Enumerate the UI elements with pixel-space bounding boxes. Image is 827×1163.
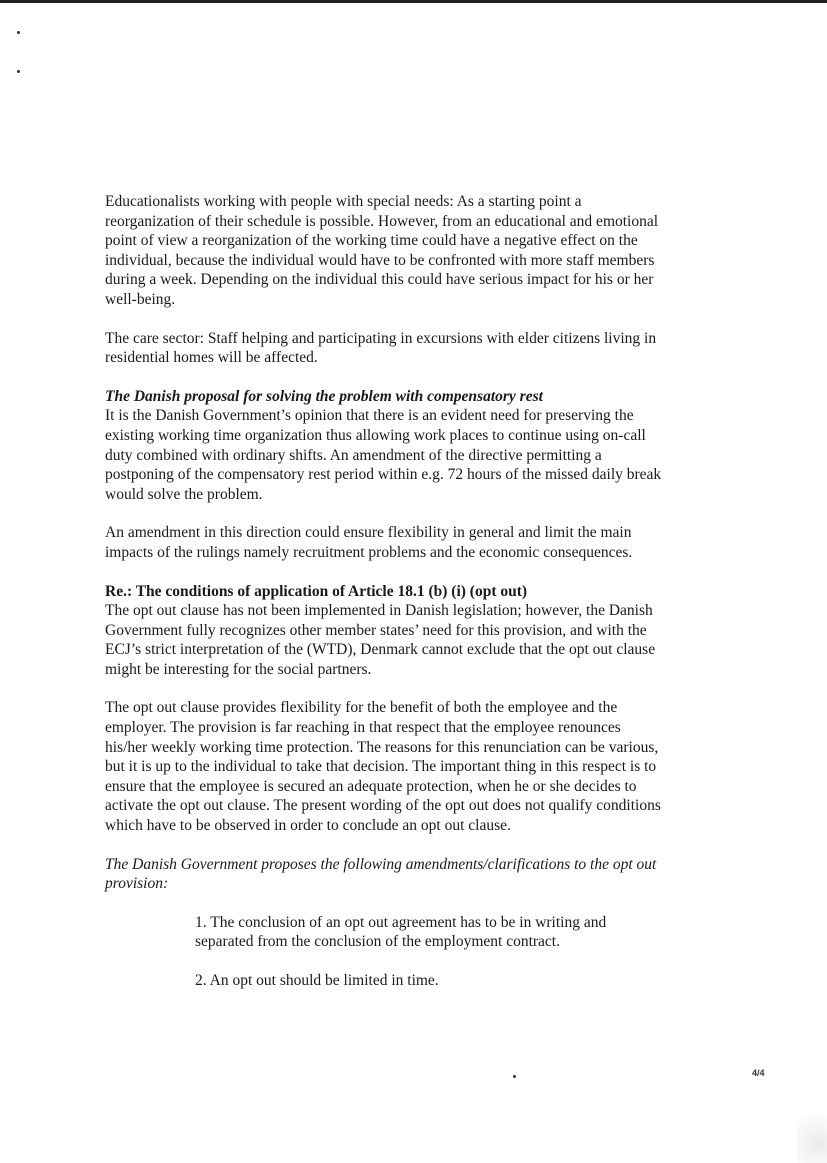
- scan-speck: [17, 31, 20, 34]
- scan-speck: [513, 1075, 516, 1078]
- amendments-list: [195, 913, 655, 991]
- page-number: 4/4: [752, 1068, 765, 1078]
- section-heading: Re.: The conditions of application of Article 18.1 (b) (i) (opt out): [105, 582, 528, 600]
- paragraph-amendment: An amendment in this direction could ensure flexibility in general and limit the main impacts of the rulings namely recruitment problems and the economic consequences.: [105, 524, 633, 561]
- scan-noise: [797, 1100, 827, 1163]
- paragraph-educationalists: Educationalists working with people with special needs: As a starting point a reorganization of their schedule is possible. However, from an educational and emotional point of view a reorganization of the working time could have a negative effect on the individual, because the individual would have to be confronted with more staff members during a week. Depending on the individual this could have serious impact for his or her well-being.: [105, 193, 659, 308]
- paragraph-opt-out-flexibility: The opt out clause provides flexibility for the benefit of both the employee and the employer. The provision is far reaching in that respect that the employee renounces his/her weekly working time protection. The reasons for this renunciation can be various, but it is up to the individual to take that decision. The important thing in this respect is to ensure that the employee is secured an adequate protection, when he or she decides to activate the opt out clause. The present wording of the opt out does not qualify conditions which have to be observed in order to conclude an opt out clause.: [105, 699, 661, 835]
- paragraph-opt-out-intro: The opt out clause has not been implemented in Danish legislation; however, the Danish Government fully recognizes other member states’ need for this provision, and with the ECJ’s strict interpretation of the (WTD), Denmark cannot exclude that the opt out clause might be interesting for the social partners.: [105, 602, 656, 678]
- section-opt-out: [105, 582, 665, 680]
- document-body: [105, 192, 665, 1010]
- paragraph-danish-opinion: It is the Danish Government’s opinion that there is an evident need for preserving the existing working time organization thus allowing work places to continue using on-call duty combined with ordinary shifts. An amendment of the directive permitting a postponing of the compensatory rest period within e.g. 72 hours of the missed daily break would solve the problem.: [105, 407, 662, 503]
- paragraph-proposal: The Danish Government proposes the following amendments/clarifications to the opt out provision:: [105, 855, 657, 893]
- paragraph-care-sector: The care sector: Staff helping and participating in excursions with elder citizens living in residential homes will be affected.: [105, 329, 657, 367]
- section-compensatory-rest: [105, 387, 665, 505]
- list-item: 2. An opt out should be limited in time.: [195, 972, 439, 989]
- scan-speck: [17, 70, 20, 73]
- list-item: 1. The conclusion of an opt out agreement has to be in writing and separated from the conclusion of the employment contract.: [195, 913, 607, 951]
- section-heading: The Danish proposal for solving the problem with compensatory rest: [105, 387, 543, 405]
- top-border-line: [0, 0, 827, 3]
